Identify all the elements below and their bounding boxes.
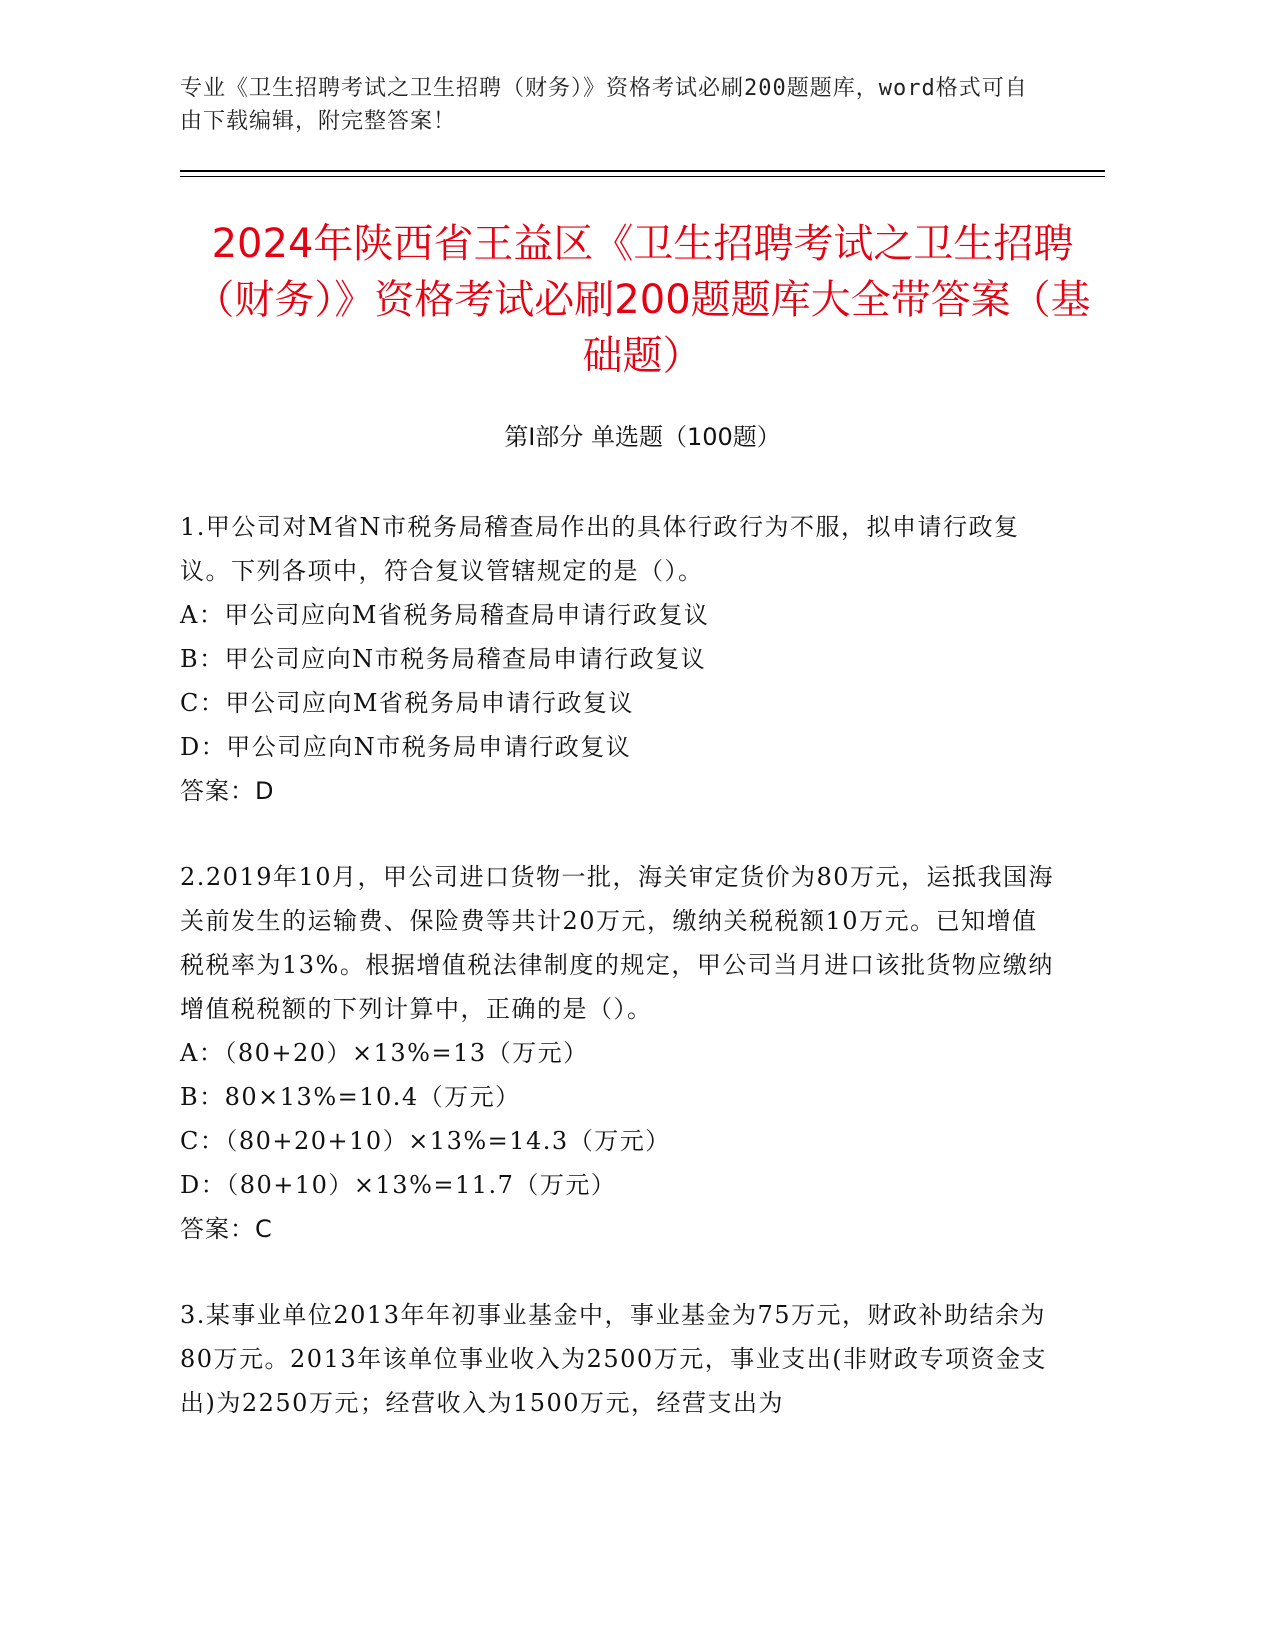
question-list — [180, 505, 1060, 1467]
header-divider-thin — [180, 176, 1105, 177]
section-title: 第Ⅰ部分 单选题（100题） — [504, 423, 781, 451]
option-a: A：甲公司应向M省税务局稽查局申请行政复议 — [180, 601, 710, 629]
option-c: C：甲公司应向M省税务局申请行政复议 — [180, 689, 634, 717]
question-stem: 2.2019年10月，甲公司进口货物一批，海关审定货价为80万元，运抵我国海关前发生的运输费、保险费等共计20万元，缴纳关税税额10万元。已知增值税税率为13%。根据增值税法律制度的规定，甲公司当月进口该批货物应缴纳增值税税额的下列计算中，正确的是（）。 — [180, 863, 1055, 1023]
option-b: B：80×13%=10.4（万元） — [180, 1083, 521, 1111]
answer: 答案：D — [180, 777, 275, 805]
header-divider-thick — [180, 170, 1105, 172]
answer: 答案：C — [180, 1215, 273, 1243]
option-b: B：甲公司应向N市税务局稽查局申请行政复议 — [180, 645, 707, 673]
question-3 — [180, 1293, 1060, 1425]
question-stem: 3.某事业单位2013年年初事业基金中，事业基金为75万元，财政补助结余为80万元。2013年该单位事业收入为2500万元，事业支出(非财政专项资金支出)为2250万元；经营收入为1500万元，经营支出为 — [180, 1301, 1048, 1417]
option-c: C：（80+20+10）×13%=14.3（万元） — [180, 1127, 671, 1155]
option-d: D：（80+10）×13%=11.7（万元） — [180, 1171, 617, 1199]
question-stem: 1.甲公司对M省N市税务局稽查局作出的具体行政行为不服，拟申请行政复议。下列各项中，符合复议管辖规定的是（）。 — [180, 513, 1020, 585]
option-d: D：甲公司应向N市税务局申请行政复议 — [180, 733, 632, 761]
option-a: A：（80+20）×13%=13（万元） — [180, 1039, 589, 1067]
question-2 — [180, 855, 1060, 1251]
question-1 — [180, 505, 1060, 813]
document-title: 2024年陕西省王益区《卫生招聘考试之卫生招聘（财务）》资格考试必刷200题题库大全带答案（基础题） — [194, 221, 1091, 379]
header-note: 专业《卫生招聘考试之卫生招聘（财务）》资格考试必刷200题题库，word格式可自由下载编辑，附完整答案！ — [180, 76, 1028, 134]
